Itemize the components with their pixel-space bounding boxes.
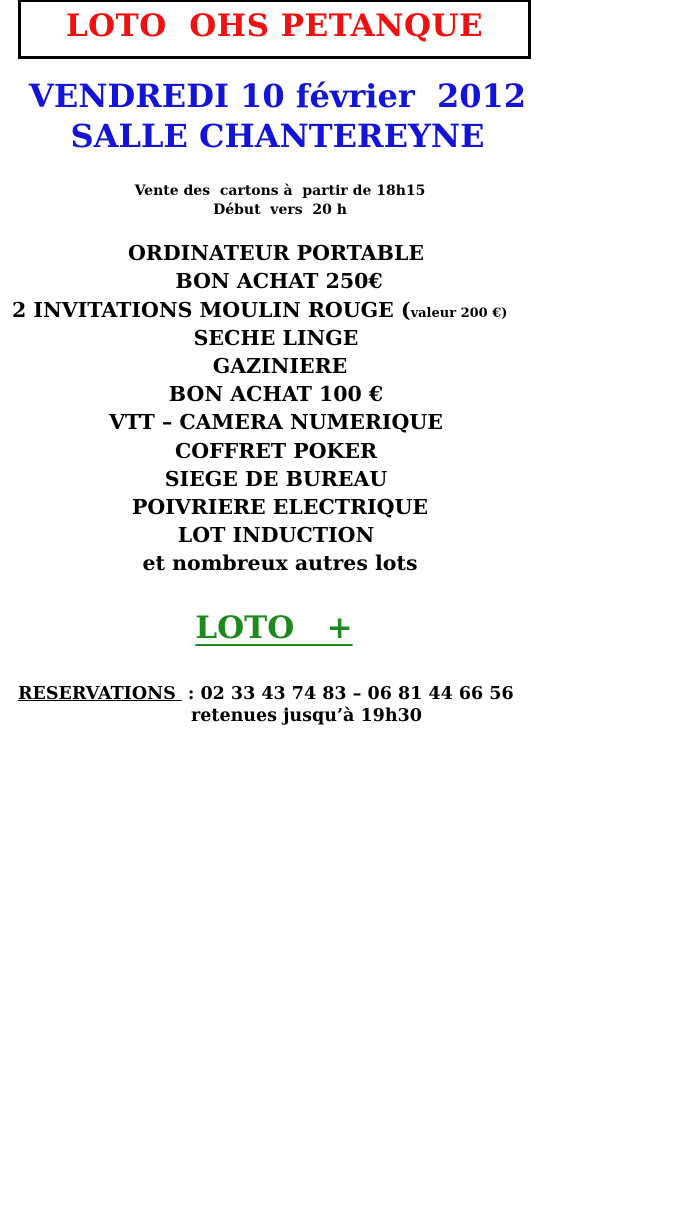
prize-item: et nombreux autres lots	[142, 551, 418, 575]
prize-item: COFFRET POKER	[174, 439, 378, 463]
prize-item	[12, 298, 507, 322]
prize-item: SIEGE DE BUREAU	[164, 467, 388, 491]
prize-item: SECHE LINGE	[193, 326, 359, 350]
prize-item: LOT INDUCTION	[177, 523, 375, 547]
prize-item: BON ACHAT 250€	[175, 269, 383, 293]
reservations-phones: : 02 33 43 74 83 – 06 81 44 66 56	[181, 684, 514, 704]
reservations-line	[18, 684, 514, 704]
title-box	[18, 0, 531, 59]
reservations-label: RESERVATIONS	[18, 684, 182, 704]
event-date: VENDREDI 10 février 2012	[28, 77, 527, 115]
reservations-note: retenues jusqu’à 19h30	[191, 706, 422, 726]
prize-item: GAZINIERE	[212, 354, 348, 378]
prize-item: VTT – CAMERA NUMERIQUE	[109, 410, 443, 434]
prize-item: POIVRIERE ELECTRIQUE	[131, 495, 429, 519]
loto-plus-heading: LOTO +	[195, 610, 353, 646]
sale-time: Vente des cartons à partir de 18h15	[134, 183, 426, 199]
prize-value-note: valeur 200 €)	[410, 306, 508, 321]
event-venue: SALLE CHANTEREYNE	[70, 117, 485, 155]
prize-item: BON ACHAT 100 €	[168, 382, 384, 406]
event-title: LOTO OHS PETANQUE	[65, 8, 484, 44]
prize-item: ORDINATEUR PORTABLE	[127, 241, 425, 265]
start-time: Début vers 20 h	[213, 202, 347, 218]
prize-item-text: 2 INVITATIONS MOULIN ROUGE (	[12, 298, 411, 322]
